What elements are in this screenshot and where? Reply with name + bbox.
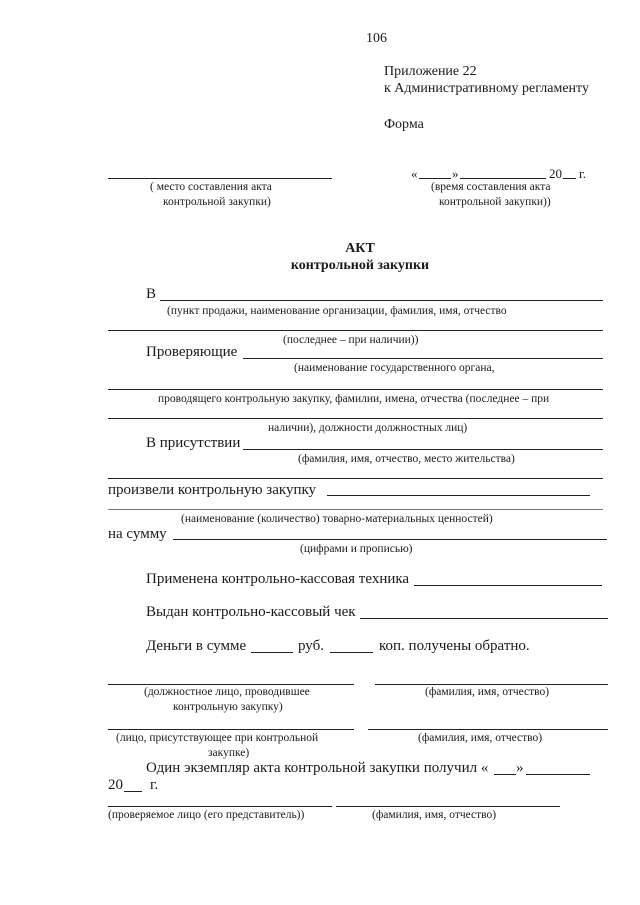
copy-text-2: »	[516, 760, 524, 776]
inspected-name-line	[336, 806, 560, 807]
date-year-prefix: 20	[549, 166, 562, 181]
place-caption-1: ( место составления акта	[150, 181, 272, 193]
present-name-caption: (фамилия, имя, отчество)	[418, 732, 543, 744]
copy-year-suffix: г.	[150, 777, 159, 793]
form-label: Форма	[384, 117, 424, 132]
date-year-line	[563, 178, 576, 179]
money-text-2: руб.	[298, 638, 324, 654]
doc-subtitle: контрольной закупки	[290, 258, 430, 273]
official-caption-2: контрольную закупку)	[173, 701, 283, 713]
doc-title: АКТ	[345, 241, 375, 256]
v-caption-2: (последнее – при наличии))	[283, 334, 419, 346]
inspected-caption: (проверяемое лицо (его представитель))	[108, 809, 305, 821]
inspected-sign-line	[108, 806, 332, 807]
money-text-1: Деньги в сумме	[146, 638, 247, 654]
official-caption-1: (должностное лицо, проводившее	[144, 686, 310, 698]
purchase-caption: (наименование (количество) товарно-материальных ценностей)	[181, 513, 493, 525]
receipt-line	[360, 618, 608, 619]
official-name-line	[375, 684, 608, 685]
date-day-line	[419, 178, 451, 179]
inspectors-caption-3: наличии), должности должностных лиц)	[268, 422, 468, 434]
date-open-quote: «	[411, 166, 418, 181]
cash-register-line	[414, 585, 602, 586]
copy-month-line	[526, 774, 590, 775]
purchase-line-2	[108, 509, 603, 510]
v-line-2	[108, 330, 603, 331]
copy-text-1: Один экземпляр акта контрольной закупки получил «	[146, 760, 489, 776]
copy-day-line	[494, 774, 516, 775]
cash-register-text: Применена контрольно-кассовая техника	[146, 571, 410, 587]
v-label: В	[146, 286, 157, 302]
presence-line	[243, 449, 603, 450]
purchase-line	[327, 495, 590, 496]
present-caption-2: закупке)	[208, 747, 250, 759]
sum-line	[173, 539, 607, 540]
inspectors-line	[243, 358, 603, 359]
sum-caption: (цифрами и прописью)	[300, 543, 413, 555]
place-line	[108, 178, 332, 179]
appendix-label: Приложение 22	[384, 64, 477, 79]
present-name-line	[368, 729, 608, 730]
money-kop-line	[330, 652, 373, 653]
official-name-caption: (фамилия, имя, отчество)	[425, 686, 550, 698]
inspectors-label: Проверяющие	[146, 344, 238, 360]
official-sign-line	[108, 684, 354, 685]
copy-year-prefix: 20	[108, 777, 123, 793]
inspectors-line-2	[108, 389, 603, 390]
inspectors-caption-2: проводящего контрольную закупку, фамилии, имена, отчества (последнее – при	[158, 393, 550, 405]
present-sign-line	[108, 729, 354, 730]
page-number: 106	[366, 31, 387, 46]
presence-label: В присутствии	[146, 435, 241, 451]
v-caption-1: (пункт продажи, наименование организации, фамилия, имя, отчество	[167, 305, 507, 317]
money-text-3: коп. получены обратно.	[379, 638, 530, 654]
place-caption-2: контрольной закупки)	[163, 196, 271, 208]
date-year-suffix: г.	[579, 166, 587, 181]
regulation-label: к Административному регламенту	[384, 81, 589, 96]
date-close-quote: »	[452, 166, 459, 181]
money-rub-line	[251, 652, 293, 653]
date-month-line	[460, 178, 546, 179]
time-caption-1: (время составления акта	[431, 181, 551, 193]
v-line	[160, 300, 603, 301]
copy-year-line	[124, 791, 142, 792]
present-caption-1: (лицо, присутствующее при контрольной	[116, 732, 319, 744]
time-caption-2: контрольной закупки))	[439, 196, 551, 208]
inspectors-line-3	[108, 418, 603, 419]
sum-label: на сумму	[108, 526, 167, 542]
receipt-text: Выдан контрольно-кассовый чек	[146, 604, 356, 620]
inspected-name-caption: (фамилия, имя, отчество)	[372, 809, 497, 821]
purchase-label: произвели контрольную закупку	[108, 482, 317, 498]
inspectors-caption-1: (наименование государственного органа,	[294, 362, 495, 374]
presence-caption: (фамилия, имя, отчество, место жительства)	[298, 453, 515, 465]
presence-line-2	[108, 478, 603, 479]
